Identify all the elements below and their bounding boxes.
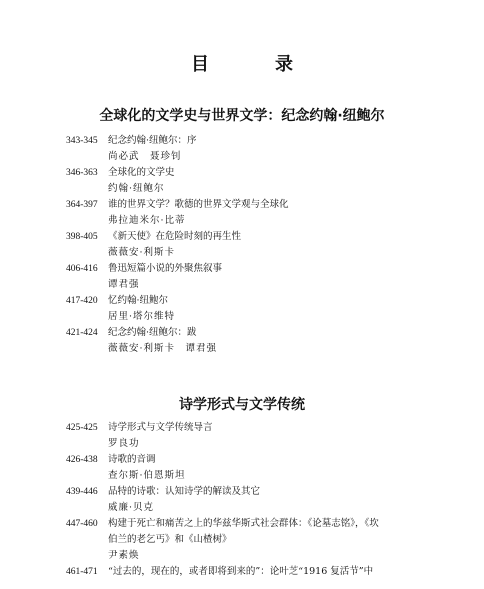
page-range: 447-460: [66, 519, 98, 529]
entry-title-continued: 伯兰的老乞丐》和《山楂树》: [108, 534, 232, 545]
page-range: 426-438: [66, 455, 98, 465]
section-2-entries: [66, 420, 418, 580]
toc-entry: [66, 133, 418, 165]
toc-entry: [66, 516, 418, 564]
page-title: 目 录: [191, 54, 317, 75]
entry-title: 鲁迅短篇小说的外聚焦叙事: [108, 263, 223, 274]
entry-title: 构建于死亡和痛苦之上的华兹华斯式社会群体：《论墓志铭》，《坎: [108, 518, 379, 529]
entry-title: 忆约翰·纽鲍尔: [108, 295, 169, 306]
entry-author: 约翰·纽鲍尔: [108, 183, 165, 194]
toc-entry: [66, 293, 418, 325]
section-title: 全球化的文学史与世界文学：纪念约翰·纽鲍尔: [99, 108, 385, 124]
entry-title: 纪念约翰·纽鲍尔：序: [108, 135, 197, 146]
entry-title: 诗歌的音调: [108, 454, 156, 465]
entry-title: 全球化的文学史: [108, 167, 175, 178]
toc-entry: [66, 420, 418, 452]
page-range: 398-405: [66, 232, 98, 242]
toc-entry: [66, 229, 418, 261]
entry-title: 品特的诗歌：认知诗学的解读及其它: [108, 486, 261, 497]
page-range: 364-397: [66, 200, 98, 210]
page-range: 346-363: [66, 168, 98, 178]
entry-author: 尚必武 聂珍钊: [108, 151, 182, 162]
entry-author: 查尔斯·伯恩斯坦: [108, 470, 186, 481]
toc-entry: [66, 452, 418, 484]
entry-author: 罗良功: [108, 438, 140, 449]
entry-title: “过去的，现在的，或者即将到来的”：论叶芝“1916 复活节”中: [108, 566, 374, 577]
page-range: 439-446: [66, 487, 98, 497]
entry-title: 谁的世界文学？歌德的世界文学观与全球化: [108, 199, 289, 210]
section-1-entries: [66, 133, 418, 357]
entry-author: 居里·塔尔维特: [108, 311, 176, 322]
page-range: 421-424: [66, 328, 98, 338]
entry-author: 威廉·贝克: [108, 502, 155, 513]
page-range: 425-425: [66, 423, 98, 433]
page-range: 461-471: [66, 567, 98, 577]
entry-author: 弗拉迪米尔·比蒂: [108, 215, 186, 226]
entry-author: 尹素焕: [108, 550, 140, 561]
entry-author: 谭君强: [108, 279, 140, 290]
toc-entry: [66, 165, 418, 197]
toc-entry: [66, 564, 418, 580]
toc-entry: [66, 197, 418, 229]
entry-title: 纪念约翰·纽鲍尔：跋: [108, 327, 197, 338]
toc-entry: [66, 484, 418, 516]
section-title: 诗学形式与文学传统: [179, 397, 305, 413]
toc-entry: [66, 261, 418, 293]
page-range: 343-345: [66, 136, 98, 146]
entry-title: 《新天使》在危险时刻的再生性: [108, 231, 242, 242]
entry-author: 薇薇安·利斯卡 谭君强: [108, 343, 218, 354]
page-range: 406-416: [66, 264, 98, 274]
entry-title: 诗学形式与文学传统导言: [108, 422, 213, 433]
page-range: 417-420: [66, 296, 98, 306]
entry-author: 薇薇安·利斯卡: [108, 247, 176, 258]
toc-entry: [66, 325, 418, 357]
